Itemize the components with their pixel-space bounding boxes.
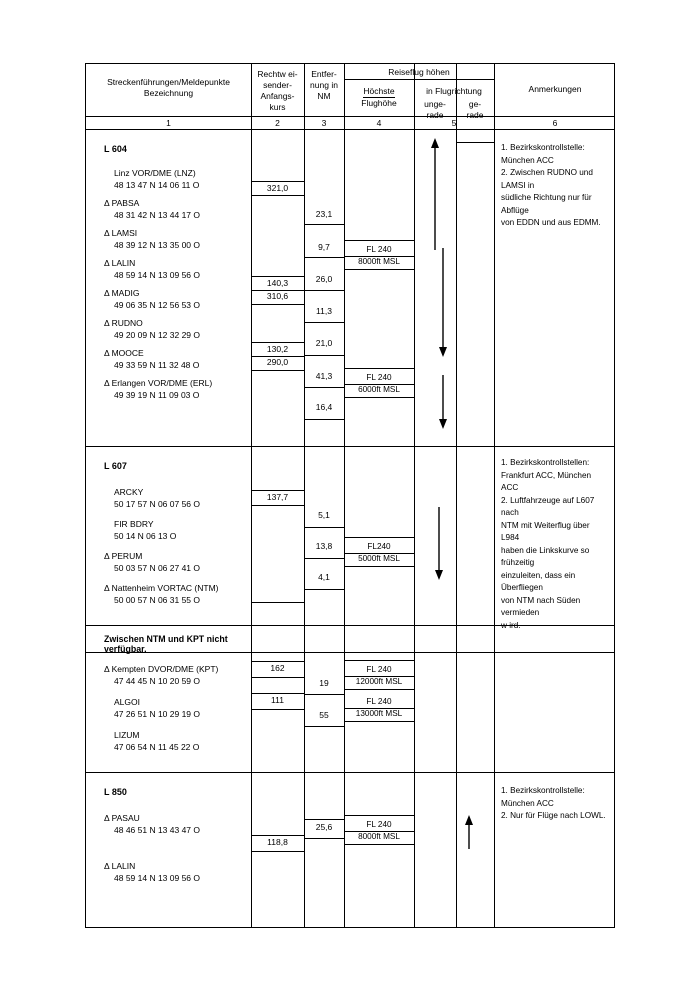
header-direction	[414, 80, 494, 96]
l607-direction-arrows	[414, 447, 456, 626]
l604-course-4: 290,0	[266, 357, 289, 367]
delta-icon: Δ	[104, 583, 110, 593]
column-number-6: 6	[552, 118, 558, 128]
l850-point-1-name: LALIN	[111, 861, 136, 871]
l850-level-0-bottom: 8000ft MSL	[358, 831, 400, 841]
kpt-point-1-name: ALGOI	[114, 697, 140, 707]
kpt-point-0-name: Kempten DVOR/DME (KPT)	[111, 664, 219, 674]
kpt-dist-line-1	[304, 726, 344, 727]
l607-remark-line-4: haben die Linkskurve so frühzeitig	[501, 545, 590, 567]
kpt-point-1	[104, 697, 251, 720]
l604-dist-line-4	[304, 355, 344, 356]
l607-dist-2: 4,1	[318, 572, 330, 582]
l604-point-6-coord: 49 33 59 N 11 32 48 O	[114, 359, 200, 370]
l604-point-2-coord: 48 39 12 N 13 35 00 O	[114, 239, 201, 250]
l604-point-4	[104, 288, 251, 311]
section-notice	[86, 626, 614, 653]
header-course-l3: Anfangs-	[260, 91, 295, 101]
l607-point-0-coord: 50 17 57 N 06 07 56 O	[114, 498, 201, 509]
header-route	[86, 64, 251, 116]
l604-point-1-name: PABSA	[111, 198, 140, 208]
l850-remark-line-0: 1. Bezirkskontrollstelle:	[501, 786, 585, 795]
kpt-level-0-line-bottom	[344, 689, 414, 690]
l850-remarks	[494, 773, 616, 927]
l604-course-line-0b	[251, 195, 304, 196]
l604-dist-0: 23,1	[315, 209, 333, 219]
kpt-point-0-coord: 47 44 45 N 10 20 59 O	[114, 675, 201, 686]
l604-point-2	[104, 228, 251, 251]
l604-dist-6: 16,4	[315, 402, 333, 412]
kpt-level-0-bottom: 12000ft MSL	[355, 676, 403, 686]
header-dist-l2: nung in	[310, 80, 338, 90]
arrow-up-icon	[456, 773, 494, 927]
arrow-up-down-icons	[414, 130, 456, 447]
l604-point-4-coord: 49 06 35 N 12 56 53 O	[114, 299, 201, 310]
header-route-label: Streckenführungen/Meldepunkte Bezeichnung	[107, 77, 230, 98]
kpt-course-1: 111	[271, 695, 284, 705]
delta-icon: Δ	[104, 288, 110, 298]
kpt-level-0-line-top	[344, 660, 414, 661]
notice-text: Zwischen NTM und KPT nicht verfügbar.	[104, 634, 228, 654]
l604-dist-1: 9,7	[318, 242, 330, 252]
header-odd-levels	[414, 93, 456, 120]
header-remarks-label: Anmerkungen	[528, 84, 582, 94]
header-high-l2: Flughöhe	[361, 98, 397, 108]
l604-point-3-coord: 48 59 14 N 13 09 56 O	[114, 269, 201, 280]
column-number-4: 4	[376, 118, 382, 128]
l607-dist-1: 13,8	[315, 541, 333, 551]
l604-point-0-coord: 48 13 47 N 14 06 11 O	[114, 179, 200, 190]
delta-icon: Δ	[104, 664, 110, 674]
header-high-l1: Höchste	[363, 86, 395, 96]
l607-level-0	[344, 539, 414, 565]
l850-point-0-coord: 48 46 51 N 13 43 47 O	[114, 824, 201, 835]
kpt-course-line-0b	[251, 677, 304, 678]
l607-level-0-line-top	[344, 537, 414, 538]
header-highest-level	[344, 80, 414, 116]
l604-level-0-line-bottom	[344, 269, 414, 270]
l604-dist-5: 41,3	[315, 371, 333, 381]
l607-point-1-coord: 50 14 N 06 13 O	[114, 530, 177, 541]
kpt-course-0: 162	[270, 663, 285, 673]
header-distance	[304, 64, 344, 116]
header-odd-l1: ge-	[468, 99, 482, 109]
l604-level-1-top: FL 240	[344, 373, 414, 385]
l850-dist-0: 25,6	[315, 822, 333, 832]
l604-level-0-top: FL 240	[344, 245, 414, 257]
l607-point-1	[104, 519, 251, 542]
l604-remark-line-1: München ACC	[501, 155, 554, 165]
l607-route-list	[86, 447, 251, 626]
l850-level-0-line-bottom	[344, 844, 414, 845]
l604-point-6	[104, 348, 251, 371]
l604-dist-4: 21,0	[315, 338, 333, 348]
l604-course-1: 140,3	[266, 278, 289, 288]
header-even-l2: rade	[426, 110, 444, 120]
kpt-course-line-1b	[251, 709, 304, 710]
l604-dist-2: 26,0	[315, 274, 333, 284]
l607-level-0-bottom: 5000ft MSL	[358, 553, 400, 563]
header-remarks	[494, 64, 616, 116]
l604-course-line-2a	[251, 342, 304, 343]
l850-point-0-name: PASAU	[111, 813, 140, 823]
kpt-course-line-0a	[251, 661, 304, 662]
kpt-level-1-top: FL 240	[344, 697, 414, 709]
l850-direction-arrow	[456, 773, 494, 927]
l607-level-0-top: FL240	[344, 542, 414, 554]
l607-dist-line-0	[304, 527, 344, 528]
l604-point-5	[104, 318, 251, 341]
delta-icon: Δ	[104, 228, 110, 238]
l604-dist-line-0	[304, 224, 344, 225]
delta-icon: Δ	[104, 348, 110, 358]
l607-remark-line-3: NTM mit Weiterflug über L984	[501, 520, 590, 542]
l850-point-1-coord: 48 59 14 N 13 09 56 O	[114, 872, 201, 883]
kpt-level-0-top: FL 240	[344, 665, 414, 677]
l604-level-1-line-bottom	[344, 397, 414, 398]
l604-point-3	[104, 258, 251, 281]
kpt-point-1-coord: 47 26 51 N 10 29 19 O	[114, 708, 201, 719]
header-course-l4: kurs	[269, 102, 286, 112]
l604-point-7-name: Erlangen VOR/DME (ERL)	[111, 378, 213, 388]
header-course-l2: sender-	[263, 80, 292, 90]
l850-dist-line-a	[304, 819, 344, 820]
l607-point-2	[104, 551, 251, 574]
l850-route-list	[86, 773, 251, 927]
l850-remark-line-2: 2. Nur für Flüge nach LOWL.	[501, 811, 606, 820]
l607-point-3-name: Nattenheim VORTAC (NTM)	[111, 583, 219, 593]
header-direction-label: in Flugrichtung	[426, 86, 482, 96]
l607-point-3-coord: 50 00 57 N 06 31 55 O	[114, 594, 201, 605]
l604-point-5-coord: 49 20 09 N 12 32 29 O	[114, 329, 201, 340]
l604-dist-line-3	[304, 322, 344, 323]
l607-level-0-line-bottom	[344, 566, 414, 567]
l604-point-5-name: RUDNO	[111, 318, 143, 328]
header-dist-l1: Entfer-	[311, 69, 337, 79]
l607-remark-line-2: 2. Luftfahrzeuge auf L607 nach	[501, 495, 595, 517]
l850-level-0	[344, 817, 414, 843]
arrow-down-icon	[414, 447, 456, 626]
l604-title: L 604	[104, 144, 127, 154]
l850-remark-line-1: München ACC	[501, 798, 554, 808]
kpt-point-0	[104, 664, 251, 687]
delta-icon: Δ	[104, 258, 110, 268]
kpt-dist-1: 55	[319, 710, 329, 720]
l604-point-0	[104, 168, 251, 191]
header-even-levels	[456, 93, 494, 120]
l850-course-0: 118,8	[267, 837, 288, 847]
header-cruise-label: Reiseflug höhen	[388, 67, 450, 77]
delta-icon: Δ	[104, 861, 110, 871]
l604-point-6-name: MOOCE	[111, 348, 144, 358]
column-number-5: 5	[451, 118, 457, 128]
l604-remarks	[494, 130, 616, 447]
header-dist-l3: NM	[317, 91, 331, 101]
l850-dist-line-b	[304, 838, 344, 839]
section-l607	[86, 447, 614, 630]
kpt-point-2-coord: 47 06 54 N 11 45 22 O	[114, 741, 200, 752]
header-cruise-levels	[344, 64, 494, 78]
l604-point-3-name: LALIN	[111, 258, 136, 268]
delta-icon: Δ	[104, 378, 110, 388]
l607-title: L 607	[104, 461, 127, 471]
column-number-3: 3	[321, 118, 327, 128]
l607-remark-line-6: von NTM nach Süden vermieden	[501, 595, 581, 617]
l604-course-0: 321,0	[266, 183, 289, 193]
l604-point-1	[104, 198, 251, 221]
l607-dist-0: 5,1	[318, 510, 330, 520]
l604-dist-3: 11,3	[316, 306, 332, 316]
l850-course-line-b	[251, 851, 304, 852]
l607-point-0-name: ARCKY	[114, 487, 144, 497]
kpt-level-1-line-bottom	[344, 721, 414, 722]
l604-course-line-1c	[251, 304, 304, 305]
l850-level-0-line-top	[344, 815, 414, 816]
l607-dist-line-2	[304, 589, 344, 590]
kpt-level-1-bottom: 13000ft MSL	[355, 708, 403, 718]
l607-remarks	[494, 447, 616, 630]
column-number-row	[86, 116, 614, 130]
l604-point-7	[104, 378, 251, 401]
l604-level-1-bottom: 6000ft MSL	[358, 384, 400, 394]
table-header	[86, 64, 614, 120]
delta-icon: Δ	[104, 813, 110, 823]
l607-point-3	[104, 583, 251, 606]
kpt-dist-line-0	[304, 694, 344, 695]
header-odd-l2: rade	[466, 110, 484, 120]
l604-course-3: 130,2	[266, 344, 289, 354]
l604-course-line-0a	[251, 181, 304, 182]
l607-point-2-name: PERUM	[111, 551, 143, 561]
section-l604	[86, 130, 614, 447]
l607-point-1-name: FIR BDRY	[114, 519, 154, 529]
l604-point-7-coord: 49 39 19 N 11 09 03 O	[114, 389, 200, 400]
l607-remark-line-1: Frankfurt ACC, München ACC	[501, 470, 592, 492]
l604-point-4-name: MADIG	[111, 288, 140, 298]
section-l850	[86, 773, 614, 927]
l604-course-line-1a	[251, 276, 304, 277]
l604-dist-line-1	[304, 257, 344, 258]
l604-remark-line-4: von EDDN und aus EDMM.	[501, 218, 601, 227]
l607-point-2-coord: 50 03 57 N 06 27 41 O	[114, 562, 201, 573]
l604-point-1-coord: 48 31 42 N 13 44 17 O	[114, 209, 201, 220]
l604-odd-col-line	[456, 142, 494, 143]
delta-icon: Δ	[104, 318, 110, 328]
column-number-1: 1	[166, 118, 171, 128]
l604-level-1-line-top	[344, 368, 414, 369]
section-kpt	[86, 653, 614, 773]
kpt-point-2	[104, 730, 251, 753]
l607-remark-line-5: einzuleiten, dass ein Überfliegen	[501, 570, 576, 592]
delta-icon: Δ	[104, 551, 110, 561]
header-course	[251, 64, 304, 116]
l604-route-list	[86, 130, 251, 447]
delta-icon: Δ	[104, 198, 110, 208]
l607-point-0	[104, 487, 251, 510]
l604-remark-line-0: 1. Bezirkskontrollstelle:	[501, 143, 585, 152]
kpt-course-line-1a	[251, 693, 304, 694]
l604-point-0-name: Linz VOR/DME (LNZ)	[114, 168, 196, 178]
l604-point-2-name: LAMSI	[111, 228, 138, 238]
l604-level-0	[344, 242, 414, 268]
l604-course-line-2c	[251, 370, 304, 371]
kpt-point-2-name: LIZUM	[114, 730, 140, 740]
l850-level-0-top: FL 240	[344, 820, 414, 832]
l850-course-line-a	[251, 835, 304, 836]
l607-course-line-c	[251, 602, 304, 603]
header-even-l1: unge-	[424, 99, 446, 109]
l604-dist-line-2	[304, 290, 344, 291]
l607-remark-line-0: 1. Bezirkskontrollstellen:	[501, 458, 590, 467]
l604-direction-arrows	[414, 130, 456, 447]
kpt-level-1	[344, 694, 414, 720]
l607-course-line-a	[251, 490, 304, 491]
l604-course-line-1b	[251, 290, 304, 291]
airway-table	[85, 63, 615, 928]
l850-point-1	[104, 861, 251, 884]
l604-level-0-line-top	[344, 240, 414, 241]
l604-dist-line-6	[304, 419, 344, 420]
kpt-dist-0: 19	[319, 678, 329, 688]
l850-title: L 850	[104, 787, 127, 797]
l604-level-1	[344, 370, 414, 396]
l604-level-0-bottom: 8000ft MSL	[358, 256, 400, 266]
l604-remark-line-3: südliche Richtung nur für Abflüge	[501, 193, 592, 215]
kpt-level-0	[344, 662, 414, 688]
column-number-2: 2	[275, 118, 280, 128]
l607-course-line-b	[251, 505, 304, 506]
l607-dist-line-1	[304, 558, 344, 559]
l850-point-0	[104, 813, 251, 836]
l604-dist-line-5	[304, 387, 344, 388]
l604-course-2: 310,6	[266, 291, 289, 301]
l607-remark-line-7: w ird.	[501, 620, 521, 630]
l604-remark-line-2: 2. Zwischen RUDNO und LAMSI in	[501, 168, 593, 190]
l607-course-0: 137,7	[266, 492, 289, 502]
kpt-route-list	[86, 653, 251, 773]
l604-course-line-2b	[251, 356, 304, 357]
header-course-l1: Rechtw ei-	[257, 69, 298, 79]
